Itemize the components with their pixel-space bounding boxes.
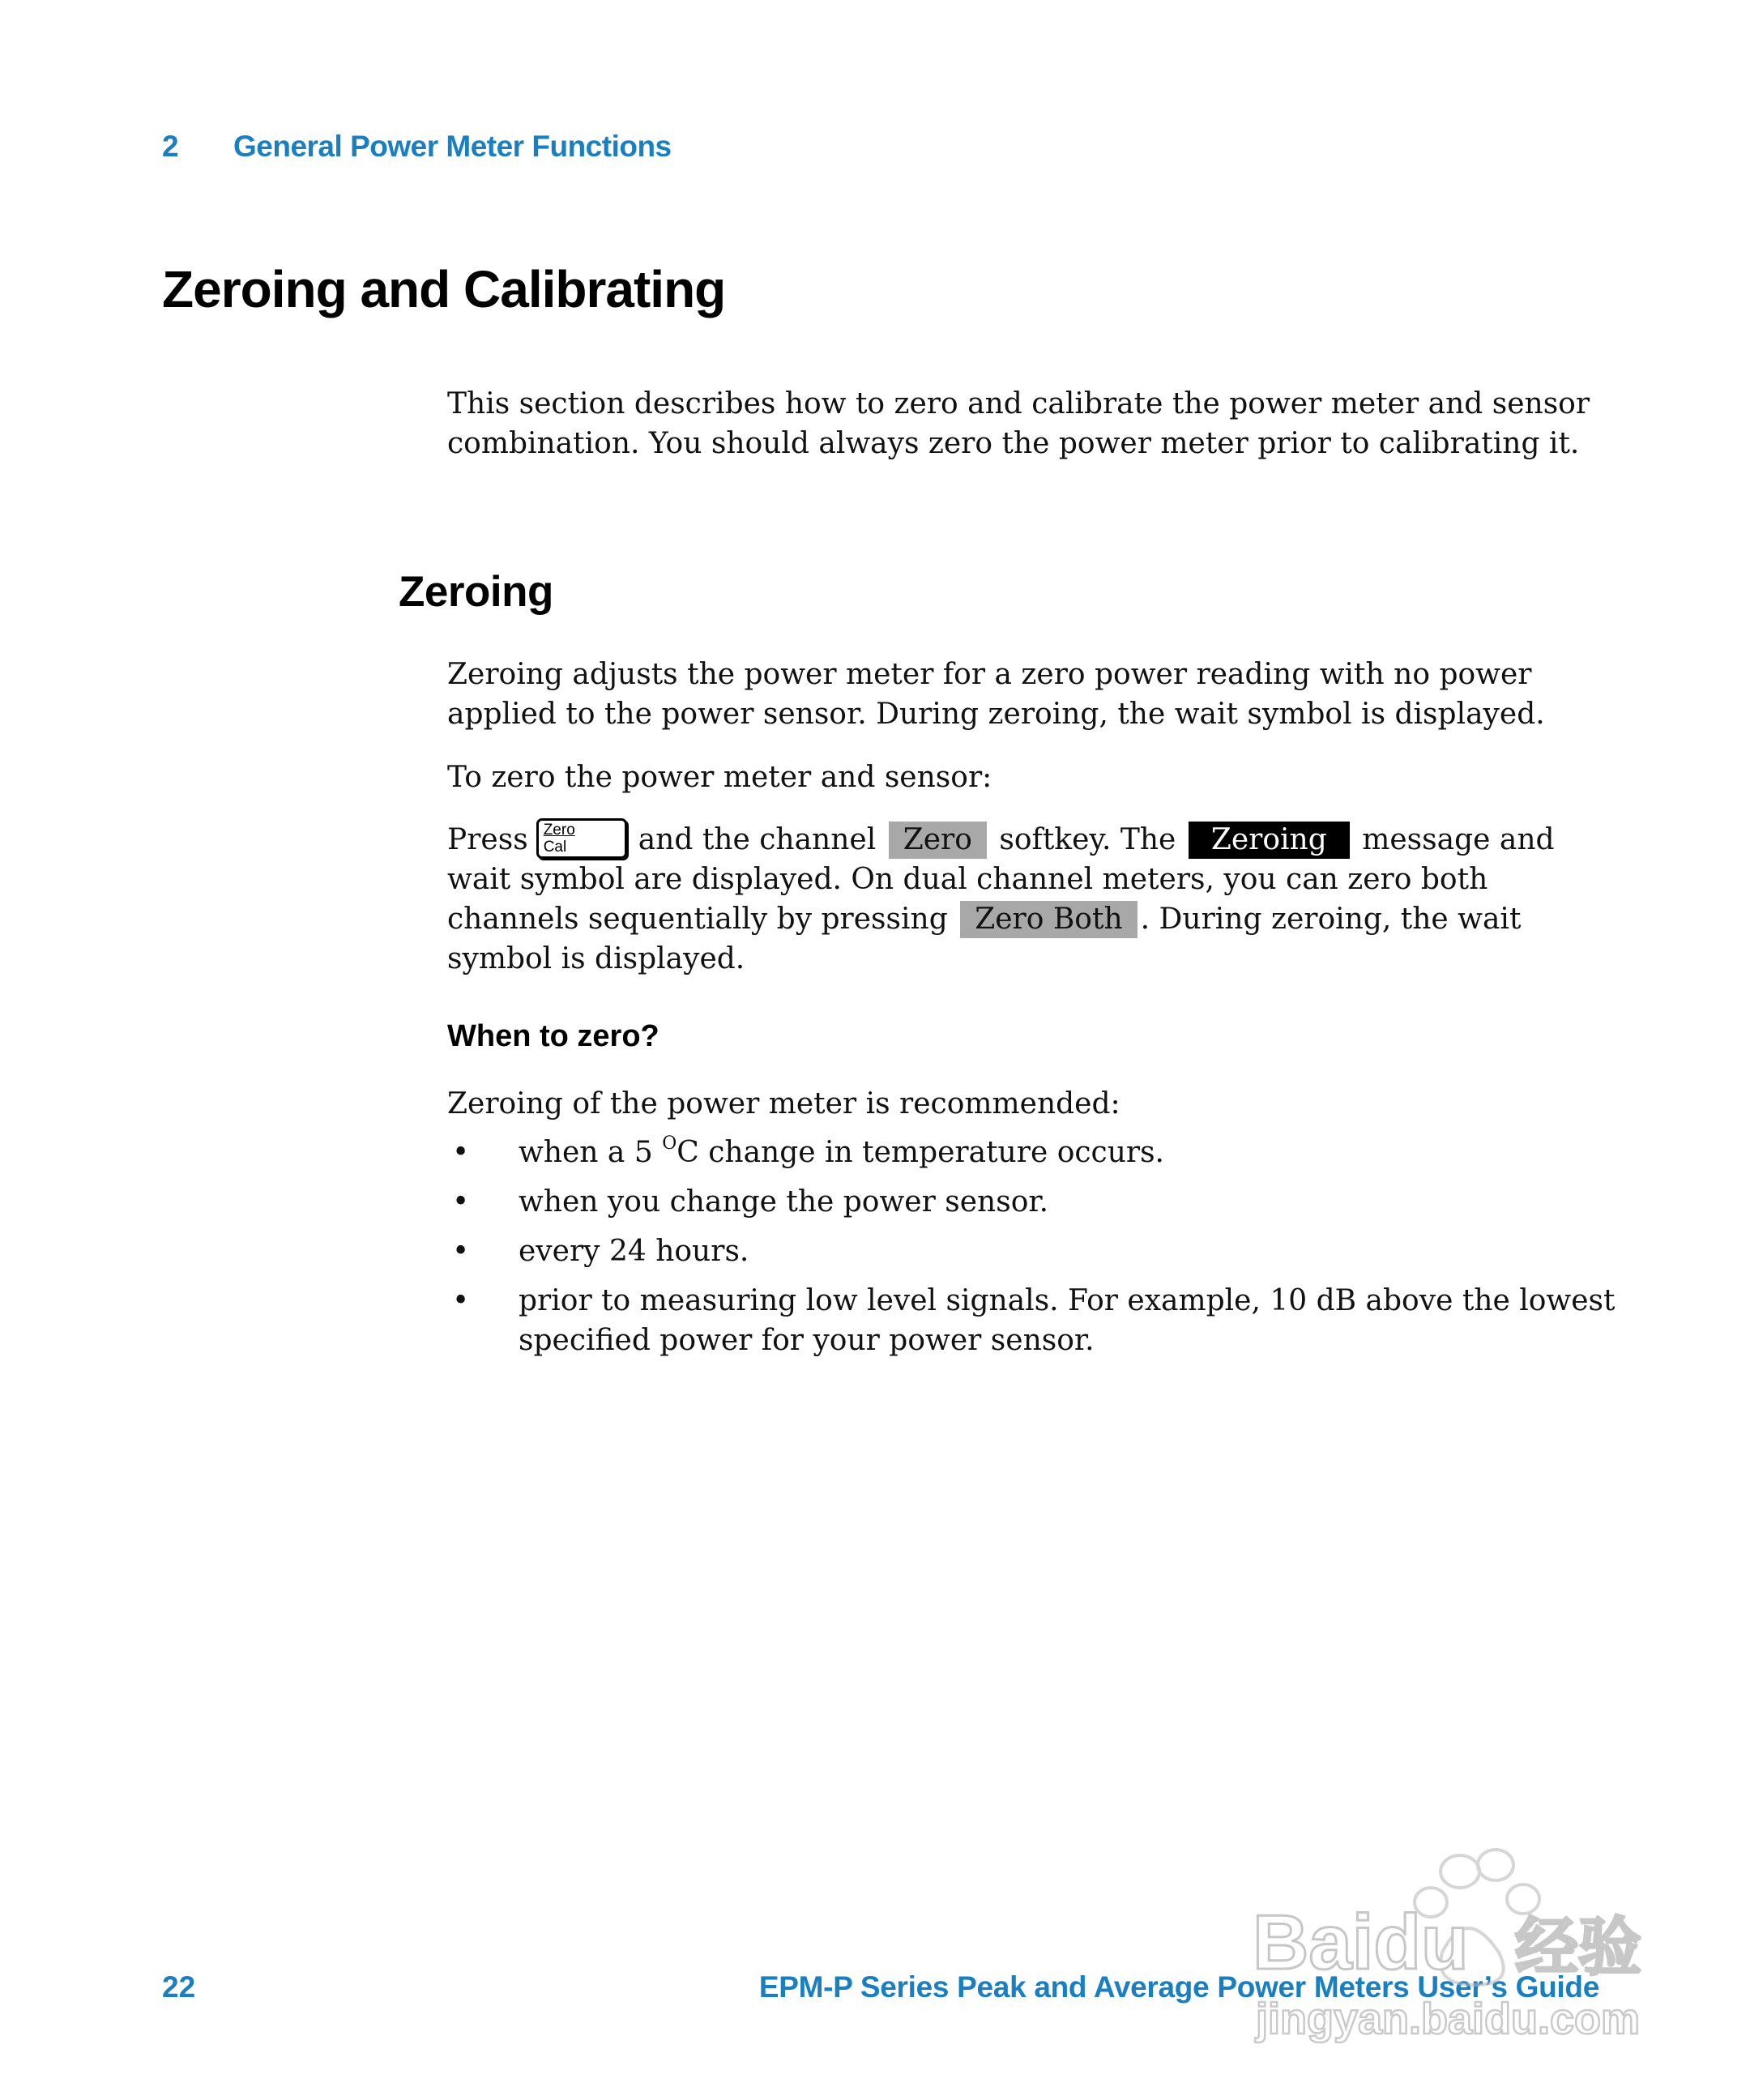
page-number: 22 bbox=[162, 1970, 196, 2004]
closing-text: . During zeroing, the wait symbol is displayed. bbox=[447, 903, 1522, 975]
key-label-line1: Zero bbox=[543, 822, 575, 839]
key-label-line2: Cal bbox=[543, 839, 567, 856]
zero-both-softkey: Zero Both bbox=[960, 901, 1137, 938]
press-text: Press bbox=[447, 823, 528, 856]
section-title: Zeroing and Calibrating bbox=[162, 260, 726, 318]
intro-paragraph: This section describes how to zero and calibrate the power meter and sensor combination. You should always zero the power meter prior to calibrating it. bbox=[447, 387, 1590, 460]
zero-softkey: Zero bbox=[889, 822, 987, 859]
when-to-zero-heading: When to zero? bbox=[447, 1019, 659, 1053]
zeroing-paragraph-2: To zero the power meter and sensor: bbox=[447, 761, 992, 794]
guide-title: EPM-P Series Peak and Average Power Meters User’s Guide bbox=[758, 1970, 1599, 2004]
and-channel-text: and the channel bbox=[638, 823, 877, 856]
zeroing-paragraph-1: Zeroing adjusts the power meter for a zero power reading with no power applied to the power sensor. During zeroing, the wait symbol is displayed. bbox=[447, 658, 1545, 731]
chapter-number: 2 bbox=[162, 130, 179, 163]
list-item: • prior to measuring low level signals. For example, 10 dB above the lowest specified power for your power sensor. bbox=[447, 1281, 1622, 1360]
degree-superscript: O bbox=[662, 1133, 677, 1154]
list-item: • when you change the power sensor. bbox=[447, 1182, 1622, 1222]
zero-cal-key-icon bbox=[536, 818, 627, 859]
zeroing-instructions bbox=[447, 818, 1622, 979]
bullet1-post: C change in temperature occurs. bbox=[677, 1136, 1165, 1169]
watermark-baidu-text: Baidu bbox=[1253, 1899, 1469, 1986]
chapter-header bbox=[162, 130, 672, 164]
chapter-title: General Power Meter Functions bbox=[233, 130, 672, 163]
zeroing-heading: Zeroing bbox=[399, 568, 553, 616]
watermark-url: jingyan.baidu.com bbox=[1256, 1995, 1641, 2043]
zeroing-message: Zeroing bbox=[1189, 822, 1350, 859]
bullet1-pre: when a 5 bbox=[519, 1136, 663, 1169]
list-item bbox=[447, 1133, 1622, 1172]
watermark-jingyan-text: 经验 bbox=[1515, 1911, 1642, 1984]
recommendation-list bbox=[447, 1133, 1622, 1370]
softkey-the-text: softkey. The bbox=[999, 823, 1176, 856]
baidu-watermark-logo bbox=[1248, 1839, 1669, 2050]
message-rest-text: message and wait symbol are displayed. On dual channel meters, you can zero both channels sequentially by pressing bbox=[447, 823, 1555, 936]
when-to-zero-intro: Zeroing of the power meter is recommended: bbox=[447, 1087, 1120, 1120]
list-item: • every 24 hours. bbox=[447, 1231, 1622, 1271]
